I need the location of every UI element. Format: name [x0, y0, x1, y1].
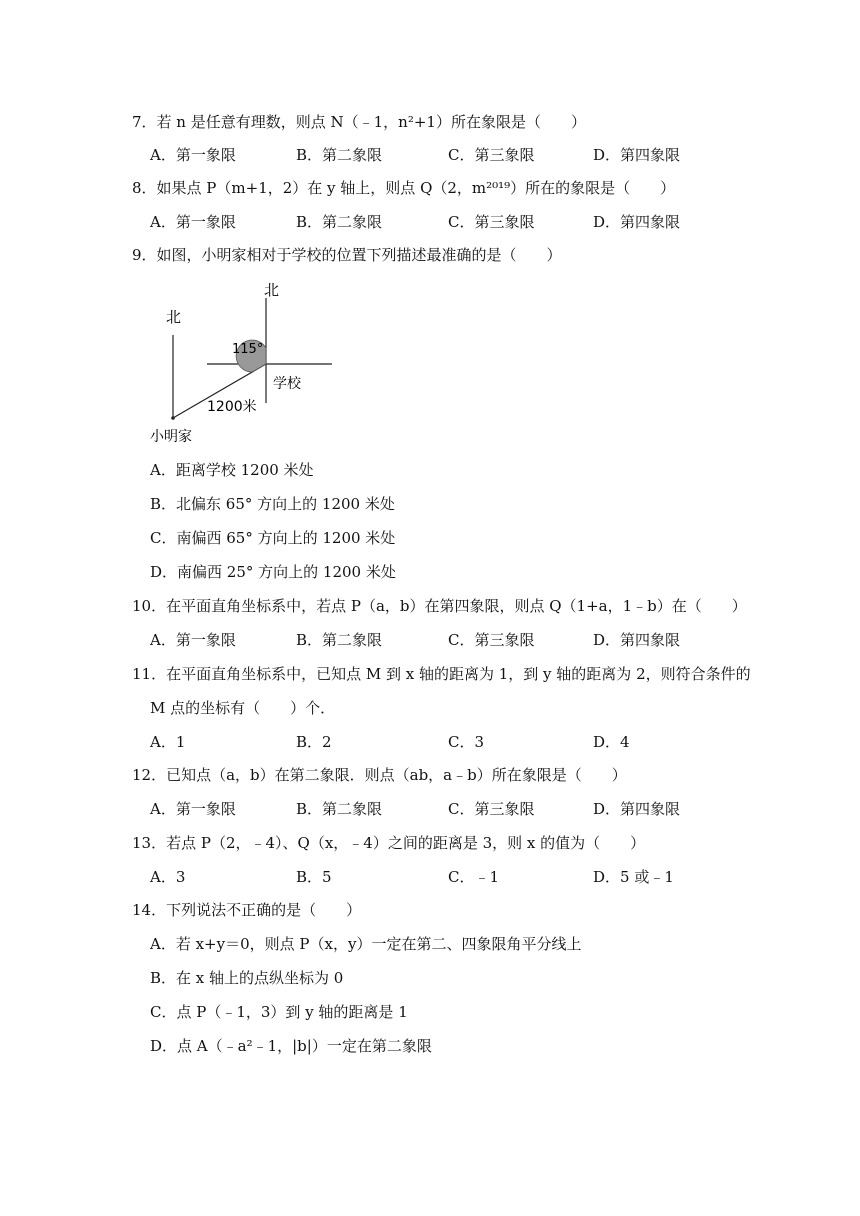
- option-c[interactable]: C．第三象限: [448, 146, 535, 164]
- school-label: 学校: [273, 376, 301, 392]
- option-d[interactable]: D．南偏西 25° 方向上的 1200 米处: [150, 563, 396, 581]
- question-14: 14．下列说法不正确的是（ ）: [132, 901, 362, 919]
- option-c[interactable]: C．3: [448, 733, 485, 751]
- home-label: 小明家: [150, 429, 192, 445]
- angle-label: 115°: [232, 342, 264, 357]
- option-a[interactable]: A．距离学校 1200 米处: [150, 461, 314, 479]
- option-d[interactable]: D．第四象限: [593, 213, 681, 231]
- question-12: 12．已知点（a，b）在第二象限．则点（ab，a﹣b）所在象限是（ ）: [132, 766, 627, 784]
- option-b[interactable]: B．北偏东 65° 方向上的 1200 米处: [150, 495, 395, 513]
- option-b[interactable]: B．在 x 轴上的点纵坐标为 0: [150, 969, 344, 987]
- north-label-right: 北: [264, 281, 280, 299]
- question-9: 9．如图，小明家相对于学校的位置下列描述最准确的是（ ）: [132, 246, 562, 264]
- option-a[interactable]: A．1: [150, 733, 186, 751]
- option-a[interactable]: A．3: [150, 868, 186, 886]
- option-b[interactable]: B．第二象限: [296, 146, 383, 164]
- option-b[interactable]: B．5: [296, 868, 332, 886]
- option-c[interactable]: C．第三象限: [448, 631, 535, 649]
- option-a[interactable]: A．若 x+y＝0，则点 P（x，y）一定在第二、四象限角平分线上: [150, 935, 582, 953]
- option-d[interactable]: D．5 或﹣1: [593, 868, 674, 886]
- option-b[interactable]: B．第二象限: [296, 800, 383, 818]
- option-d[interactable]: D．第四象限: [593, 146, 681, 164]
- option-c[interactable]: C．﹣1: [448, 868, 500, 886]
- option-d[interactable]: D．点 A（﹣a²﹣1，|b|）一定在第二象限: [150, 1037, 432, 1055]
- option-b[interactable]: B．第二象限: [296, 213, 383, 231]
- option-c[interactable]: C．第三象限: [448, 800, 535, 818]
- option-a[interactable]: A．第一象限: [150, 800, 236, 818]
- direction-figure: [145, 278, 345, 448]
- option-a[interactable]: A．第一象限: [150, 146, 236, 164]
- question-10: 10．在平面直角坐标系中，若点 P（a，b）在第四象限，则点 Q（1+a，1﹣b）在（ ）: [132, 597, 747, 615]
- option-d[interactable]: D．4: [593, 733, 630, 751]
- option-c[interactable]: C．点 P（﹣1，3）到 y 轴的距离是 1: [150, 1003, 408, 1021]
- option-a[interactable]: A．第一象限: [150, 213, 236, 231]
- option-d[interactable]: D．第四象限: [593, 631, 681, 649]
- option-a[interactable]: A．第一象限: [150, 631, 236, 649]
- option-c[interactable]: C．第三象限: [448, 213, 535, 231]
- option-c[interactable]: C．南偏西 65° 方向上的 1200 米处: [150, 529, 396, 547]
- question-13: 13．若点 P（2，﹣4）、Q（x，﹣4）之间的距离是 3，则 x 的值为（ ）: [132, 834, 646, 852]
- option-d[interactable]: D．第四象限: [593, 800, 681, 818]
- question-11-continued: M 点的坐标有（ ）个．: [150, 699, 336, 717]
- home-point: [171, 416, 175, 420]
- option-b[interactable]: B．2: [296, 733, 332, 751]
- north-label-left: 北: [166, 308, 182, 326]
- question-8: 8．如果点 P（m+1，2）在 y 轴上，则点 Q（2，m²⁰¹⁹）所在的象限是（ ）: [132, 179, 676, 197]
- question-11: 11．在平面直角坐标系中，已知点 M 到 x 轴的距离为 1，到 y 轴的距离为 2，则符合条件的: [132, 665, 751, 683]
- option-b[interactable]: B．第二象限: [296, 631, 383, 649]
- distance-label: 1200米: [207, 399, 257, 415]
- question-7: 7．若 n 是任意有理数，则点 N（﹣1，n²+1）所在象限是（ ）: [132, 113, 586, 131]
